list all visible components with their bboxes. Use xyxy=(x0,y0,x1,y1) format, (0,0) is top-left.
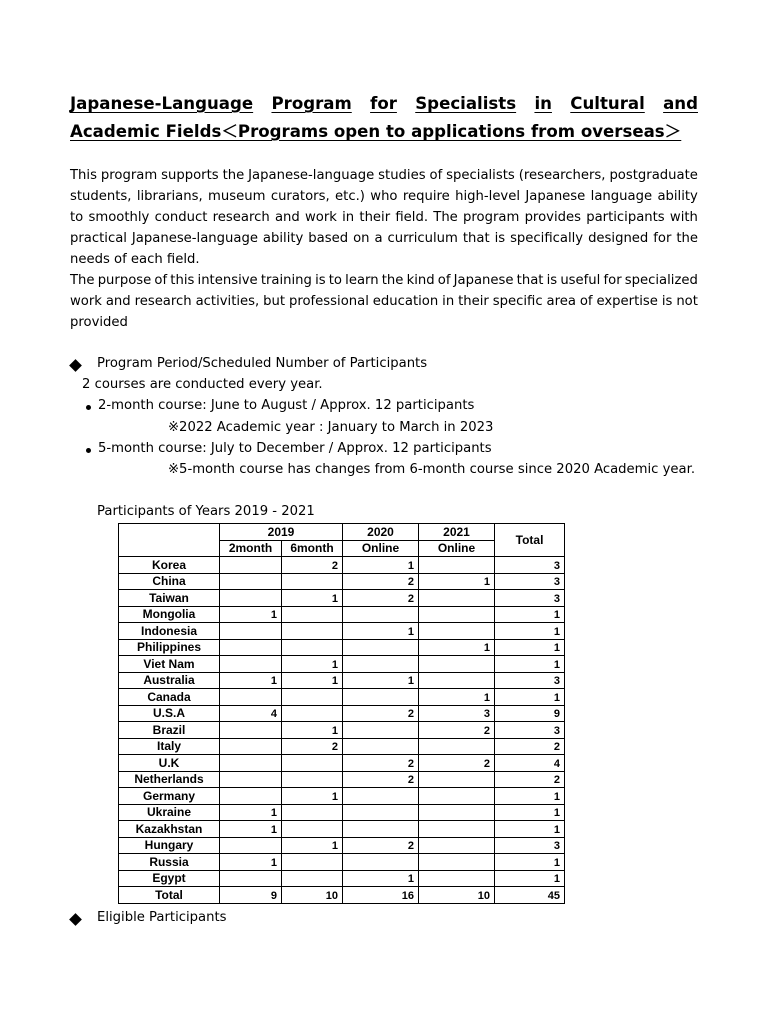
count-2021-online-cell xyxy=(419,854,495,871)
intro-line: practical Japanese-language ability based on a curriculum that is specifically designed for the xyxy=(70,231,698,246)
country-cell: Total xyxy=(119,887,220,904)
title-word: for xyxy=(370,94,397,113)
title-word: and xyxy=(663,94,698,113)
course-5month-note: ※5-month course has changes from 6-month course since 2020 Academic year. xyxy=(168,462,696,477)
count-2019-6month-cell xyxy=(282,705,343,722)
country-cell: Indonesia xyxy=(119,623,220,640)
count-2019-2month-cell xyxy=(220,870,282,887)
country-cell: Italy xyxy=(119,738,220,755)
table-caption: Participants of Years 2019 - 2021 xyxy=(97,504,315,519)
title-word: Program xyxy=(271,94,352,113)
count-total-cell: 3 xyxy=(495,722,565,739)
count-2019-6month-cell xyxy=(282,573,343,590)
country-cell: Brazil xyxy=(119,722,220,739)
country-cell: Kazakhstan xyxy=(119,821,220,838)
count-2020-online-cell xyxy=(343,738,419,755)
count-2021-online-cell xyxy=(419,672,495,689)
count-2021-online-cell: 1 xyxy=(419,639,495,656)
table-row xyxy=(119,656,565,673)
count-total-cell: 9 xyxy=(495,705,565,722)
document-title xyxy=(70,90,698,146)
count-2019-2month-cell xyxy=(220,656,282,673)
course-5month: 5-month course: July to December / Approx. 12 participants xyxy=(98,441,492,456)
subheader-6month: 6month xyxy=(282,540,343,557)
count-2019-6month-cell xyxy=(282,804,343,821)
count-2020-online-cell xyxy=(343,722,419,739)
country-cell: Ukraine xyxy=(119,804,220,821)
count-2020-online-cell: 1 xyxy=(343,623,419,640)
count-2021-online-cell xyxy=(419,870,495,887)
subheader-online-2021: Online xyxy=(419,540,495,557)
intro-line: needs of each field. xyxy=(70,252,200,267)
count-2020-online-cell: 1 xyxy=(343,672,419,689)
table-row xyxy=(119,573,565,590)
count-2019-6month-cell: 1 xyxy=(282,672,343,689)
course-2month: 2-month course: June to August / Approx. 12 participants xyxy=(98,398,475,413)
table-row xyxy=(119,689,565,706)
title-word: Cultural xyxy=(570,94,645,113)
country-cell: China xyxy=(119,573,220,590)
intro-line: The purpose of this intensive training is to learn the kind of Japanese that is useful for specialized xyxy=(70,273,698,288)
country-cell: Netherlands xyxy=(119,771,220,788)
count-2021-online-cell xyxy=(419,788,495,805)
count-2019-6month-cell xyxy=(282,854,343,871)
subheader-2month: 2month xyxy=(220,540,282,557)
count-2019-2month-cell xyxy=(220,557,282,574)
count-2019-6month-cell: 1 xyxy=(282,590,343,607)
course-2month-note: ※2022 Academic year : January to March in 2023 xyxy=(168,420,494,435)
eligible-participants-heading: Eligible Participants xyxy=(97,910,227,925)
count-2019-6month-cell xyxy=(282,755,343,772)
count-2019-2month-cell xyxy=(220,755,282,772)
table-row xyxy=(119,705,565,722)
diamond-bullet-icon xyxy=(69,913,82,926)
count-2021-online-cell: 1 xyxy=(419,573,495,590)
count-2019-2month-cell xyxy=(220,837,282,854)
count-2019-2month-cell xyxy=(220,788,282,805)
count-2020-online-cell: 2 xyxy=(343,771,419,788)
count-total-cell: 2 xyxy=(495,771,565,788)
count-total-cell: 1 xyxy=(495,870,565,887)
intro-line: students, librarians, museum curators, etc.) who require high-level Japanese language ability xyxy=(70,189,698,204)
count-total-cell: 4 xyxy=(495,755,565,772)
count-total-cell: 1 xyxy=(495,854,565,871)
country-cell: Viet Nam xyxy=(119,656,220,673)
country-cell: Taiwan xyxy=(119,590,220,607)
count-total-cell: 3 xyxy=(495,573,565,590)
participants-table xyxy=(118,523,565,904)
country-cell: Hungary xyxy=(119,837,220,854)
table-row xyxy=(119,870,565,887)
table-row xyxy=(119,590,565,607)
count-2019-6month-cell xyxy=(282,606,343,623)
country-cell: U.S.A xyxy=(119,705,220,722)
count-2021-online-cell xyxy=(419,771,495,788)
count-2021-online-cell: 10 xyxy=(419,887,495,904)
count-2019-6month-cell: 1 xyxy=(282,837,343,854)
count-total-cell: 1 xyxy=(495,689,565,706)
count-2021-online-cell xyxy=(419,804,495,821)
count-total-cell: 1 xyxy=(495,606,565,623)
table-row xyxy=(119,821,565,838)
program-period-heading: Program Period/Scheduled Number of Participants xyxy=(97,356,428,371)
count-2020-online-cell xyxy=(343,639,419,656)
count-2019-6month-cell: 1 xyxy=(282,788,343,805)
count-2019-2month-cell: 1 xyxy=(220,854,282,871)
country-cell: Canada xyxy=(119,689,220,706)
count-2019-2month-cell xyxy=(220,722,282,739)
country-cell: Egypt xyxy=(119,870,220,887)
count-2021-online-cell xyxy=(419,837,495,854)
country-cell: Korea xyxy=(119,557,220,574)
intro-paragraph xyxy=(70,165,698,333)
subheader-online-2020: Online xyxy=(343,540,419,557)
count-2019-6month-cell: 1 xyxy=(282,722,343,739)
count-2021-online-cell: 1 xyxy=(419,689,495,706)
count-2019-6month-cell: 10 xyxy=(282,887,343,904)
count-2019-6month-cell: 2 xyxy=(282,557,343,574)
count-2020-online-cell xyxy=(343,656,419,673)
count-2019-6month-cell xyxy=(282,623,343,640)
count-total-cell: 1 xyxy=(495,639,565,656)
title-line-1 xyxy=(70,90,698,118)
count-2020-online-cell xyxy=(343,788,419,805)
count-2019-6month-cell: 1 xyxy=(282,656,343,673)
count-2021-online-cell xyxy=(419,623,495,640)
count-total-cell: 1 xyxy=(495,656,565,673)
intro-line: to smoothly conduct research and work in their field. The program provides participants with xyxy=(70,210,698,225)
count-2019-2month-cell xyxy=(220,590,282,607)
table-row xyxy=(119,804,565,821)
count-2019-2month-cell: 1 xyxy=(220,606,282,623)
count-2019-6month-cell xyxy=(282,870,343,887)
table-row xyxy=(119,788,565,805)
count-2020-online-cell: 2 xyxy=(343,837,419,854)
count-total-cell: 1 xyxy=(495,821,565,838)
table-row xyxy=(119,672,565,689)
country-cell: Germany xyxy=(119,788,220,805)
count-2019-2month-cell xyxy=(220,771,282,788)
count-2020-online-cell: 2 xyxy=(343,755,419,772)
count-2019-6month-cell xyxy=(282,689,343,706)
count-2021-online-cell xyxy=(419,557,495,574)
table-row xyxy=(119,887,565,904)
intro-line: This program supports the Japanese-language studies of specialists (researchers, postgraduate xyxy=(70,168,698,183)
count-2020-online-cell xyxy=(343,821,419,838)
count-2019-6month-cell xyxy=(282,639,343,656)
count-2021-online-cell xyxy=(419,590,495,607)
count-2019-2month-cell xyxy=(220,639,282,656)
count-2019-2month-cell: 1 xyxy=(220,672,282,689)
count-2019-2month-cell: 4 xyxy=(220,705,282,722)
table-row xyxy=(119,771,565,788)
country-cell: Russia xyxy=(119,854,220,871)
count-total-cell: 1 xyxy=(495,788,565,805)
count-total-cell: 1 xyxy=(495,804,565,821)
count-total-cell: 1 xyxy=(495,623,565,640)
year-2020-header: 2020 xyxy=(343,524,419,541)
intro-line: provided xyxy=(70,315,128,330)
count-2019-6month-cell xyxy=(282,771,343,788)
count-2021-online-cell: 2 xyxy=(419,755,495,772)
count-total-cell: 3 xyxy=(495,837,565,854)
count-2020-online-cell xyxy=(343,606,419,623)
count-2019-2month-cell: 1 xyxy=(220,804,282,821)
table-row xyxy=(119,606,565,623)
diamond-bullet-icon xyxy=(69,359,82,372)
count-2020-online-cell: 1 xyxy=(343,557,419,574)
count-2019-6month-cell xyxy=(282,821,343,838)
count-2021-online-cell: 2 xyxy=(419,722,495,739)
table-header-row xyxy=(119,524,565,541)
bullet-dot-icon xyxy=(86,405,91,410)
country-header xyxy=(119,524,220,557)
count-2020-online-cell: 16 xyxy=(343,887,419,904)
table-row xyxy=(119,557,565,574)
title-line-2: Academic Fields＜Programs open to applications from overseas＞ xyxy=(70,122,682,141)
table-row xyxy=(119,837,565,854)
count-2019-2month-cell xyxy=(220,573,282,590)
bullet-dot-icon xyxy=(86,448,91,453)
count-total-cell: 45 xyxy=(495,887,565,904)
table-row xyxy=(119,639,565,656)
count-2021-online-cell xyxy=(419,606,495,623)
year-2021-header: 2021 xyxy=(419,524,495,541)
country-cell: Philippines xyxy=(119,639,220,656)
count-2019-2month-cell xyxy=(220,623,282,640)
count-2019-2month-cell: 1 xyxy=(220,821,282,838)
count-total-cell: 3 xyxy=(495,590,565,607)
table-row xyxy=(119,722,565,739)
count-2020-online-cell: 2 xyxy=(343,590,419,607)
intro-line: work and research activities, but professional education in their specific area of expertise is not xyxy=(70,294,698,309)
count-2019-2month-cell xyxy=(220,689,282,706)
count-2020-online-cell xyxy=(343,689,419,706)
table-row xyxy=(119,623,565,640)
title-word: Japanese-Language xyxy=(70,94,254,113)
count-2020-online-cell xyxy=(343,804,419,821)
count-2019-2month-cell: 9 xyxy=(220,887,282,904)
country-cell: Mongolia xyxy=(119,606,220,623)
title-word: in xyxy=(534,94,552,113)
table-row xyxy=(119,738,565,755)
table-row xyxy=(119,854,565,871)
count-total-cell: 2 xyxy=(495,738,565,755)
total-header: Total xyxy=(495,524,565,557)
count-2021-online-cell xyxy=(419,821,495,838)
title-word: Specialists xyxy=(415,94,517,113)
count-total-cell: 3 xyxy=(495,557,565,574)
count-2019-2month-cell xyxy=(220,738,282,755)
count-2020-online-cell: 1 xyxy=(343,870,419,887)
table-body xyxy=(119,557,565,904)
country-cell: U.K xyxy=(119,755,220,772)
count-2021-online-cell: 3 xyxy=(419,705,495,722)
country-cell: Australia xyxy=(119,672,220,689)
count-2019-6month-cell: 2 xyxy=(282,738,343,755)
count-2020-online-cell: 2 xyxy=(343,705,419,722)
count-2020-online-cell xyxy=(343,854,419,871)
program-period-subtext: 2 courses are conducted every year. xyxy=(82,377,323,392)
count-2021-online-cell xyxy=(419,738,495,755)
count-2021-online-cell xyxy=(419,656,495,673)
count-total-cell: 3 xyxy=(495,672,565,689)
table-row xyxy=(119,755,565,772)
year-2019-header: 2019 xyxy=(220,524,343,541)
count-2020-online-cell: 2 xyxy=(343,573,419,590)
